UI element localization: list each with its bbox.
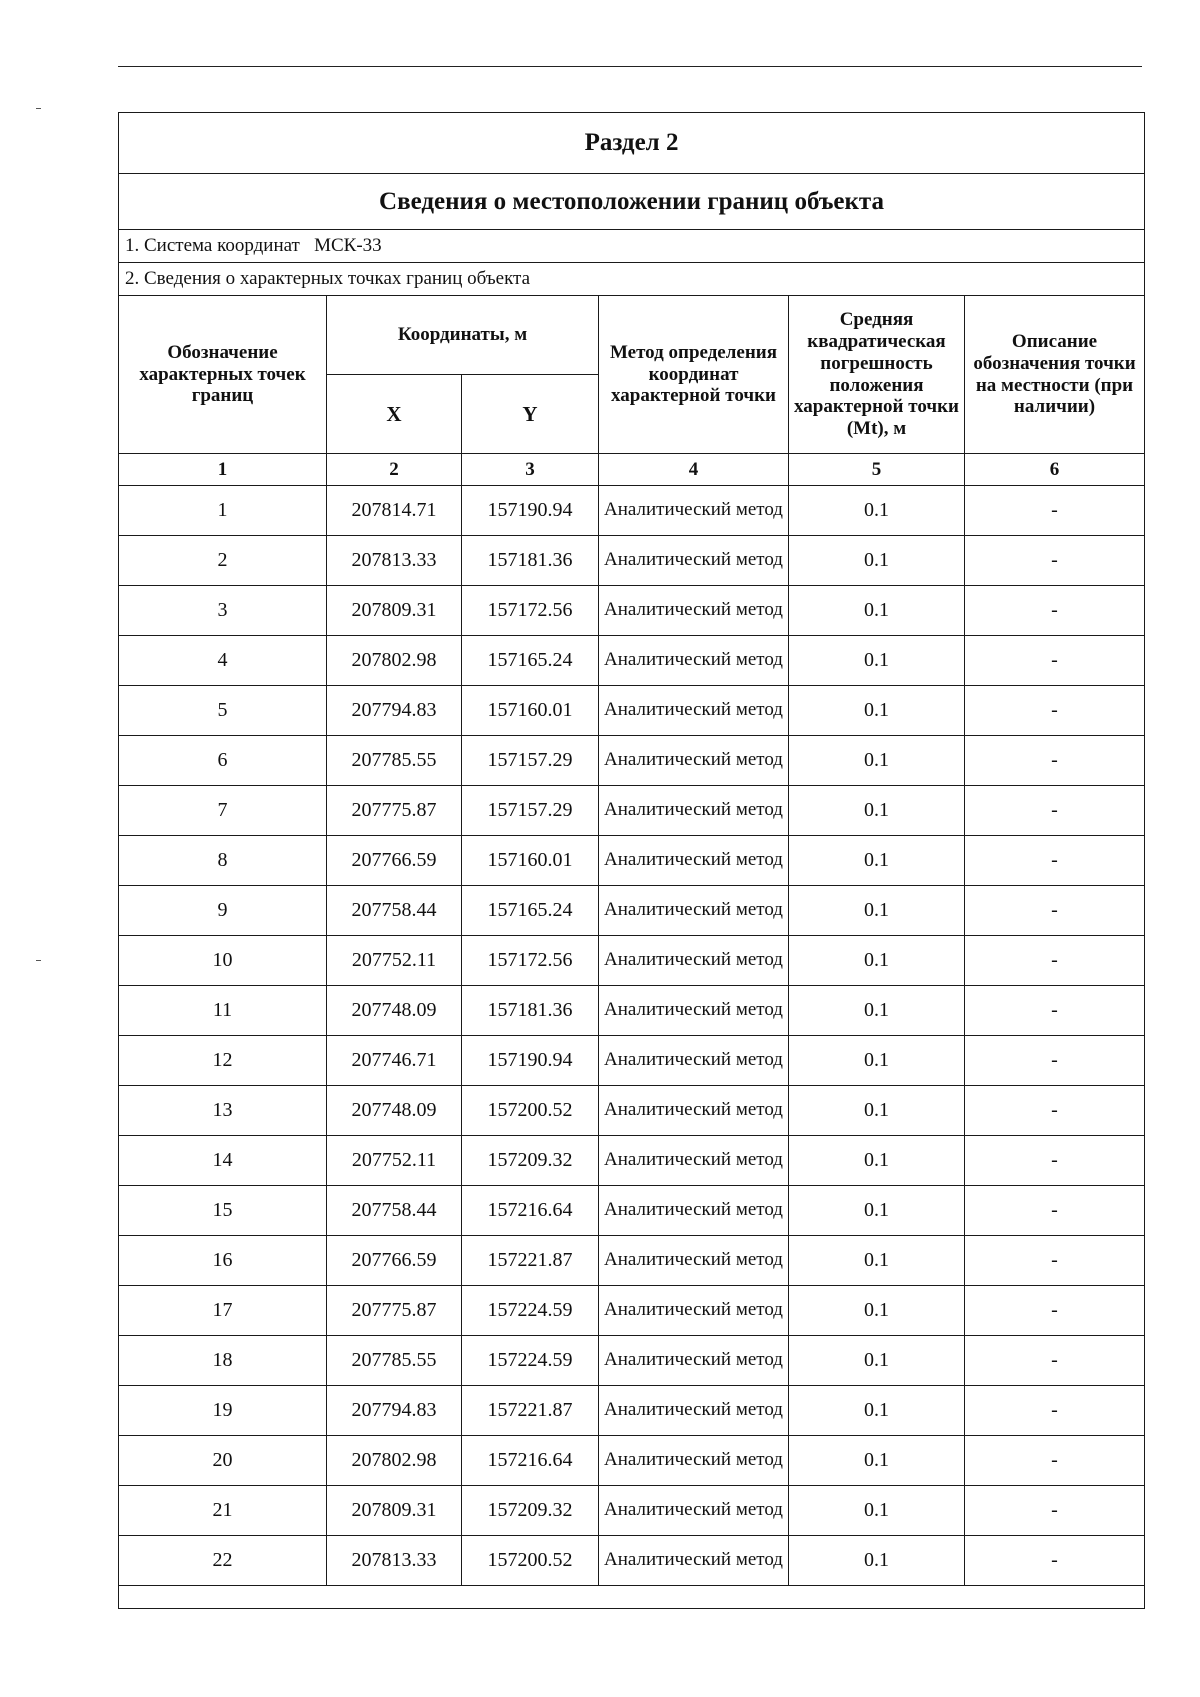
y-coordinate-cell: 157221.87 (462, 1386, 599, 1436)
y-coordinate-cell: 157172.56 (462, 936, 599, 986)
method-cell: Аналитический метод (599, 1536, 789, 1586)
x-coordinate-cell: 207802.98 (327, 1436, 462, 1486)
error-cell: 0.1 (789, 686, 965, 736)
description-cell: - (965, 986, 1145, 1036)
description-cell: - (965, 1536, 1145, 1586)
point-number-cell: 11 (119, 986, 327, 1036)
column-number: 5 (789, 454, 965, 486)
y-coordinate-cell: 157190.94 (462, 1036, 599, 1086)
x-coordinate-cell: 207766.59 (327, 1236, 462, 1286)
point-number-cell: 4 (119, 636, 327, 686)
description-cell: - (965, 836, 1145, 886)
table-row (119, 636, 1145, 686)
point-number-cell: 9 (119, 886, 327, 936)
error-cell: 0.1 (789, 636, 965, 686)
x-coordinate-cell: 207794.83 (327, 1386, 462, 1436)
table-tail-cell (119, 1586, 1145, 1609)
error-cell: 0.1 (789, 1136, 965, 1186)
method-cell: Аналитический метод (599, 1186, 789, 1236)
table-tail-row (119, 1586, 1145, 1609)
method-cell: Аналитический метод (599, 636, 789, 686)
table-row (119, 1486, 1145, 1536)
error-cell: 0.1 (789, 1036, 965, 1086)
y-coordinate-cell: 157160.01 (462, 686, 599, 736)
point-number-cell: 5 (119, 686, 327, 736)
x-coordinate-cell: 207746.71 (327, 1036, 462, 1086)
error-cell: 0.1 (789, 1386, 965, 1436)
point-number-cell: 17 (119, 1286, 327, 1336)
method-cell: Аналитический метод (599, 536, 789, 586)
page-top-rule (118, 66, 1142, 67)
description-cell: - (965, 1386, 1145, 1436)
table-row (119, 536, 1145, 586)
error-cell: 0.1 (789, 936, 965, 986)
table-row (119, 1186, 1145, 1236)
error-cell: 0.1 (789, 1236, 965, 1286)
description-cell: - (965, 1186, 1145, 1236)
point-number-cell: 22 (119, 1536, 327, 1586)
point-number-cell: 15 (119, 1186, 327, 1236)
header-coordinates: Координаты, м (327, 296, 599, 375)
point-number-cell: 16 (119, 1236, 327, 1286)
y-coordinate-cell: 157160.01 (462, 836, 599, 886)
method-cell: Аналитический метод (599, 586, 789, 636)
error-cell: 0.1 (789, 786, 965, 836)
method-cell: Аналитический метод (599, 1086, 789, 1136)
error-cell: 0.1 (789, 986, 965, 1036)
table-row (119, 736, 1145, 786)
point-number-cell: 1 (119, 486, 327, 536)
point-number-cell: 7 (119, 786, 327, 836)
y-coordinate-cell: 157165.24 (462, 636, 599, 686)
description-cell: - (965, 1036, 1145, 1086)
y-coordinate-cell: 157224.59 (462, 1286, 599, 1336)
method-cell: Аналитический метод (599, 686, 789, 736)
method-cell: Аналитический метод (599, 1236, 789, 1286)
point-number-cell: 2 (119, 536, 327, 586)
x-coordinate-cell: 207775.87 (327, 786, 462, 836)
table-row (119, 1336, 1145, 1386)
y-coordinate-cell: 157181.36 (462, 986, 599, 1036)
description-cell: - (965, 1086, 1145, 1136)
x-coordinate-cell: 207814.71 (327, 486, 462, 536)
method-cell: Аналитический метод (599, 1436, 789, 1486)
error-cell: 0.1 (789, 586, 965, 636)
table-row (119, 1286, 1145, 1336)
table-row (119, 586, 1145, 636)
description-cell: - (965, 536, 1145, 586)
x-coordinate-cell: 207758.44 (327, 1186, 462, 1236)
points-heading: 2. Сведения о характерных точках границ объекта (119, 263, 1145, 296)
method-cell: Аналитический метод (599, 736, 789, 786)
method-cell: Аналитический метод (599, 936, 789, 986)
y-coordinate-cell: 157190.94 (462, 486, 599, 536)
y-coordinate-cell: 157200.52 (462, 1536, 599, 1586)
y-coordinate-cell: 157224.59 (462, 1336, 599, 1386)
error-cell: 0.1 (789, 1086, 965, 1136)
point-number-cell: 3 (119, 586, 327, 636)
description-cell: - (965, 686, 1145, 736)
point-number-cell: 13 (119, 1086, 327, 1136)
coordinate-system-label: 1. Система координат (125, 235, 300, 257)
boundary-points-document (118, 112, 1145, 1609)
coordinate-system-row (119, 230, 1145, 263)
method-cell: Аналитический метод (599, 486, 789, 536)
table-row (119, 1236, 1145, 1286)
scan-speck (36, 960, 41, 961)
method-cell: Аналитический метод (599, 786, 789, 836)
description-cell: - (965, 1486, 1145, 1536)
description-cell: - (965, 1336, 1145, 1386)
header-description: Описание обозначения точки на местности (при наличии) (965, 296, 1145, 454)
y-coordinate-cell: 157157.29 (462, 736, 599, 786)
method-cell: Аналитический метод (599, 986, 789, 1036)
method-cell: Аналитический метод (599, 836, 789, 886)
table-row (119, 986, 1145, 1036)
header-method: Метод определения координат характерной точки (599, 296, 789, 454)
x-coordinate-cell: 207748.09 (327, 986, 462, 1036)
y-coordinate-cell: 157157.29 (462, 786, 599, 836)
section-title: Раздел 2 (119, 113, 1145, 174)
method-cell: Аналитический метод (599, 1136, 789, 1186)
method-cell: Аналитический метод (599, 886, 789, 936)
x-coordinate-cell: 207748.09 (327, 1086, 462, 1136)
point-number-cell: 21 (119, 1486, 327, 1536)
header-x: X (327, 375, 462, 454)
table-row (119, 936, 1145, 986)
y-coordinate-cell: 157209.32 (462, 1136, 599, 1186)
description-cell: - (965, 586, 1145, 636)
description-cell: - (965, 736, 1145, 786)
table-row (119, 1086, 1145, 1136)
column-number: 1 (119, 454, 327, 486)
x-coordinate-cell: 207794.83 (327, 686, 462, 736)
error-cell: 0.1 (789, 1336, 965, 1386)
x-coordinate-cell: 207802.98 (327, 636, 462, 686)
table-row (119, 886, 1145, 936)
table-row (119, 486, 1145, 536)
y-coordinate-cell: 157181.36 (462, 536, 599, 586)
table-row (119, 1536, 1145, 1586)
description-cell: - (965, 486, 1145, 536)
error-cell: 0.1 (789, 886, 965, 936)
y-coordinate-cell: 157216.64 (462, 1186, 599, 1236)
description-cell: - (965, 636, 1145, 686)
y-coordinate-cell: 157172.56 (462, 586, 599, 636)
x-coordinate-cell: 207766.59 (327, 836, 462, 886)
x-coordinate-cell: 207813.33 (327, 536, 462, 586)
y-coordinate-cell: 157221.87 (462, 1236, 599, 1286)
x-coordinate-cell: 207785.55 (327, 1336, 462, 1386)
error-cell: 0.1 (789, 536, 965, 586)
y-coordinate-cell: 157200.52 (462, 1086, 599, 1136)
point-number-cell: 14 (119, 1136, 327, 1186)
x-coordinate-cell: 207758.44 (327, 886, 462, 936)
column-number: 2 (327, 454, 462, 486)
y-coordinate-cell: 157209.32 (462, 1486, 599, 1536)
description-cell: - (965, 786, 1145, 836)
header-error: Средняя квадратическая погрешность положения характерной точки (Mt), м (789, 296, 965, 454)
coordinate-system-value: МСК-33 (314, 235, 382, 257)
error-cell: 0.1 (789, 1186, 965, 1236)
error-cell: 0.1 (789, 1486, 965, 1536)
point-number-cell: 20 (119, 1436, 327, 1486)
error-cell: 0.1 (789, 1436, 965, 1486)
table-row (119, 1386, 1145, 1436)
table-row (119, 1036, 1145, 1086)
point-number-cell: 12 (119, 1036, 327, 1086)
method-cell: Аналитический метод (599, 1286, 789, 1336)
header-y: Y (462, 375, 599, 454)
table-row (119, 836, 1145, 886)
method-cell: Аналитический метод (599, 1486, 789, 1536)
point-number-cell: 10 (119, 936, 327, 986)
error-cell: 0.1 (789, 1286, 965, 1336)
header-point: Обозначение характерных точек границ (119, 296, 327, 454)
point-number-cell: 8 (119, 836, 327, 886)
method-cell: Аналитический метод (599, 1336, 789, 1386)
table-row (119, 686, 1145, 736)
x-coordinate-cell: 207775.87 (327, 1286, 462, 1336)
method-cell: Аналитический метод (599, 1386, 789, 1436)
point-number-cell: 18 (119, 1336, 327, 1386)
description-cell: - (965, 1286, 1145, 1336)
column-number: 6 (965, 454, 1145, 486)
x-coordinate-cell: 207813.33 (327, 1536, 462, 1586)
section-subtitle: Сведения о местоположении границ объекта (119, 174, 1145, 230)
x-coordinate-cell: 207809.31 (327, 586, 462, 636)
table-row (119, 1136, 1145, 1186)
x-coordinate-cell: 207785.55 (327, 736, 462, 786)
description-cell: - (965, 886, 1145, 936)
description-cell: - (965, 1436, 1145, 1486)
scan-speck (36, 108, 41, 109)
table-row (119, 1436, 1145, 1486)
column-number: 3 (462, 454, 599, 486)
x-coordinate-cell: 207752.11 (327, 936, 462, 986)
table-row (119, 786, 1145, 836)
point-number-cell: 19 (119, 1386, 327, 1436)
y-coordinate-cell: 157165.24 (462, 886, 599, 936)
description-cell: - (965, 1236, 1145, 1286)
column-number: 4 (599, 454, 789, 486)
error-cell: 0.1 (789, 1536, 965, 1586)
error-cell: 0.1 (789, 836, 965, 886)
x-coordinate-cell: 207752.11 (327, 1136, 462, 1186)
error-cell: 0.1 (789, 486, 965, 536)
y-coordinate-cell: 157216.64 (462, 1436, 599, 1486)
error-cell: 0.1 (789, 736, 965, 786)
point-number-cell: 6 (119, 736, 327, 786)
x-coordinate-cell: 207809.31 (327, 1486, 462, 1536)
description-cell: - (965, 1136, 1145, 1186)
description-cell: - (965, 936, 1145, 986)
method-cell: Аналитический метод (599, 1036, 789, 1086)
